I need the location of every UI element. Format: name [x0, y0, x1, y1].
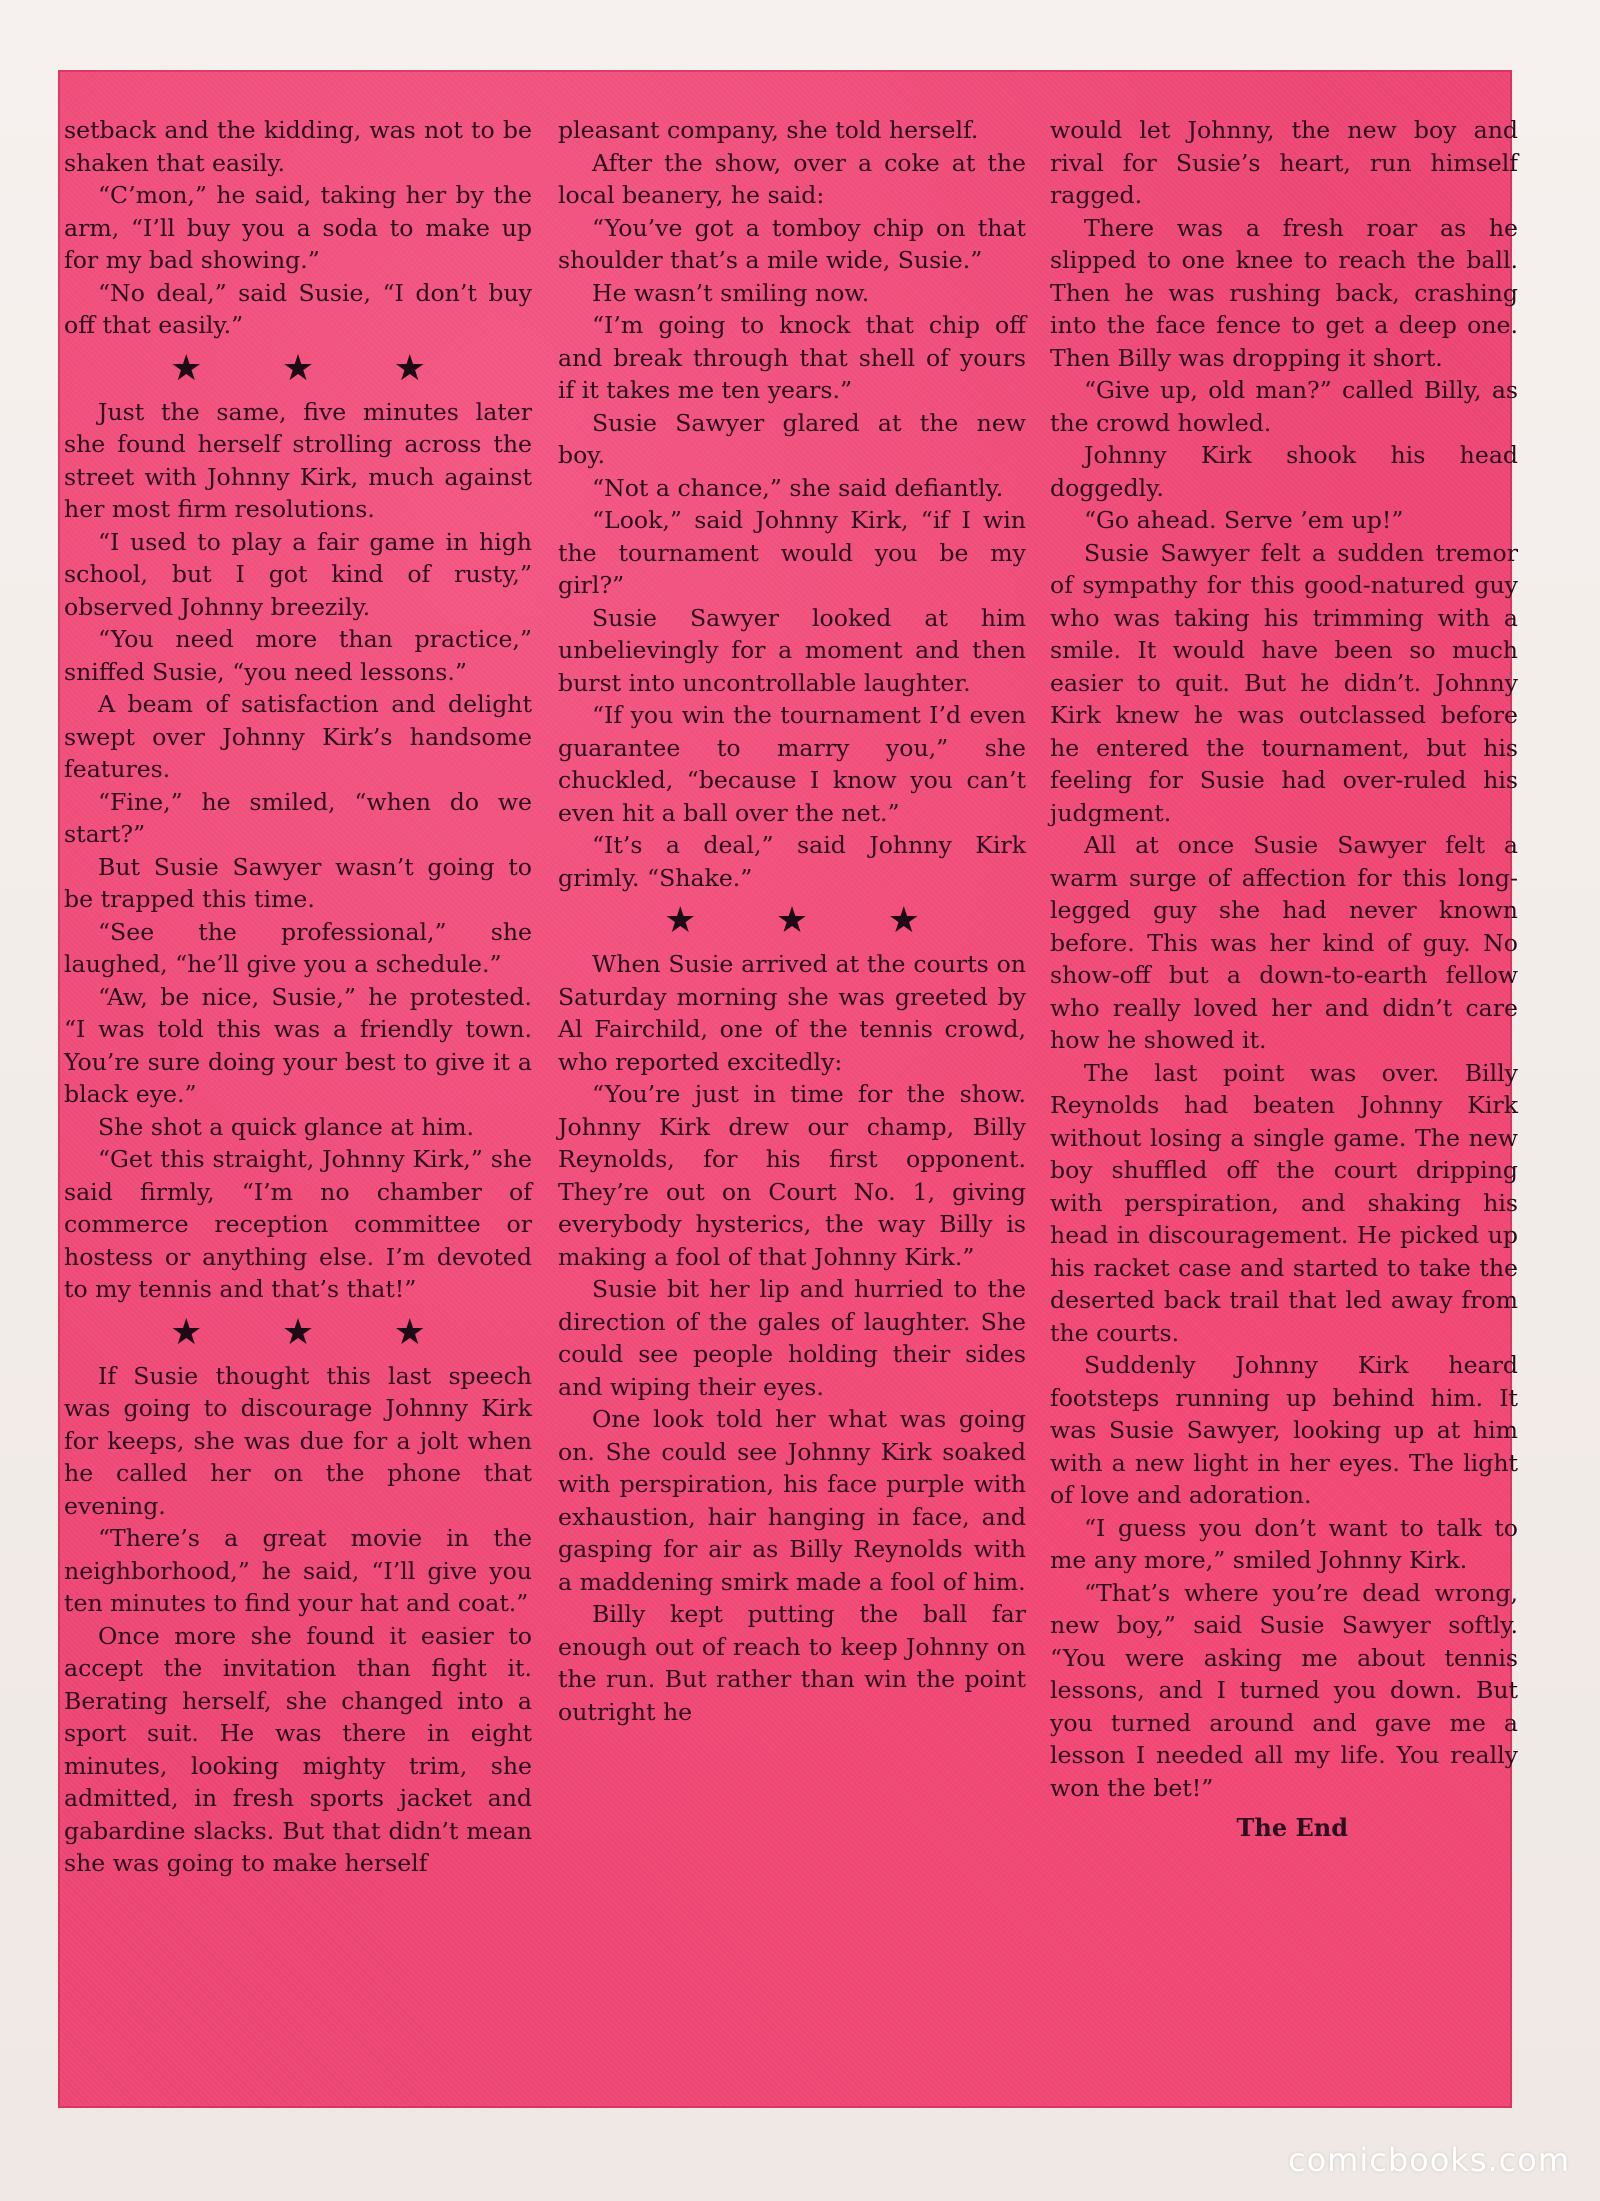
story-paragraph: Susie Sawyer glared at the new boy.: [558, 408, 1026, 469]
story-paragraph: Suddenly Johnny Kirk heard footsteps running up behind him. It was Susie Sawyer, looking up at him with a new light in her eyes. The light of love and adoration.: [1050, 1351, 1518, 1509]
story-paragraph: He wasn’t smiling now.: [592, 278, 870, 307]
story-paragraph: A beam of satisfaction and delight swept over Johnny Kirk’s handsome features.: [64, 690, 532, 783]
story-paragraph: “Not a chance,” she said defiantly.: [592, 473, 1004, 502]
story-paragraph: Susie Sawyer felt a sudden tremor of sympathy for this good-natured guy who was taking his trimming with a smile. It would have been so much easier to quit. But he didn’t. Johnny Kirk knew he was outclassed before he entered the tournament, but his feeling for Susie had over-ruled his judgment.: [1050, 538, 1518, 827]
story-paragraph: “You’ve got a tomboy chip on that shoulder that’s a mile wide, Susie.”: [558, 213, 1026, 274]
story-paragraph: “If you win the tournament I’d even guarantee to marry you,” she chuckled, “because I know you can’t even hit a ball over the net.”: [558, 701, 1026, 827]
story-paragraph: “Get this straight, Johnny Kirk,” she said firmly, “I’m no chamber of commerce reception committee or hostess or anything else. I’m devoted to my tennis and that’s that!”: [64, 1145, 532, 1303]
story-paragraph: She shot a quick glance at him.: [98, 1112, 474, 1141]
story-paragraph: After the show, over a coke at the local beanery, he said:: [558, 148, 1026, 209]
story-paragraph: Just the same, five minutes later she found herself strolling across the street with Johnny Kirk, much against her most firm resolutions.: [64, 397, 532, 523]
section-break-stars: ★ ★ ★: [170, 347, 460, 389]
story-paragraph: would let Johnny, the new boy and rival for Susie’s heart, run himself ragged.: [1050, 116, 1518, 209]
story-paragraph: “See the professional,” she laughed, “he’ll give you a schedule.”: [64, 917, 532, 978]
story-paragraph: “That’s where you’re dead wrong, new boy,” said Susie Sawyer softly. “You were asking me about tennis lessons, and I turned you down. But you turned around and gave me a lesson I needed all my life. You really won the bet!”: [1050, 1578, 1518, 1802]
story-paragraph: “I’m going to knock that chip off and break through that shell of yours if it takes me ten years.”: [558, 311, 1026, 404]
story-paragraph: All at once Susie Sawyer felt a warm surge of affection for this long-legged guy she had never known before. This was her kind of guy. No show-off but a down-to-earth fellow who really loved her and didn’t care how he showed it.: [1050, 831, 1518, 1054]
story-paragraph: “Give up, old man?” called Billy, as the crowd howled.: [1050, 376, 1518, 437]
story-paragraph: If Susie thought this last speech was going to discourage Johnny Kirk for keeps, she was due for a jolt when he called her on the phone that evening.: [64, 1361, 532, 1520]
story-paragraph: “Aw, be nice, Susie,” he protested. “I was told this was a friendly town. You’re sure doing your best to give it a black eye.”: [64, 982, 532, 1108]
story-paragraph: But Susie Sawyer wasn’t going to be trapped this time.: [64, 852, 532, 913]
story-paragraph: Johnny Kirk shook his head doggedly.: [1050, 441, 1518, 502]
story-paragraph: Billy kept putting the ball far enough out of reach to keep Johnny on the run. But rather than win the point outright he: [558, 1600, 1026, 1726]
story-paragraph: setback and the kidding, was not to be shaken that easily.: [64, 116, 532, 177]
story-paragraph: “There’s a great movie in the neighborhood,” he said, “I’ll give you ten minutes to find your hat and coat.”: [64, 1524, 532, 1617]
story-paragraph: “It’s a deal,” said Johnny Kirk grimly. “Shake.”: [558, 831, 1026, 892]
story-paragraph: pleasant company, she told herself.: [558, 116, 979, 144]
story-paragraph: “Fine,” he smiled, “when do we start?”: [64, 787, 532, 848]
story-paragraph: “Look,” said Johnny Kirk, “if I win the tournament would you be my girl?”: [558, 506, 1026, 599]
story-paragraph: When Susie arrived at the courts on Saturday morning she was greeted by Al Fairchild, one of the tennis crowd, who reported excitedly:: [558, 950, 1026, 1076]
story-paragraph: One look told her what was going on. She could see Johnny Kirk soaked with perspiration, his face purple with exhaustion, hair hanging in face, and gasping for air as Billy Reynolds with a maddening smirk made a fool of him.: [558, 1405, 1026, 1596]
site-watermark: comicbooks.com: [1287, 2141, 1570, 2179]
story-paragraph: “I guess you don’t want to talk to me any more,” smiled Johnny Kirk.: [1050, 1513, 1518, 1574]
story-paragraph: The last point was over. Billy Reynolds had beaten Johnny Kirk without losing a single game. The new boy shuffled off the court dripping with perspiration, and shaking his head in discouragement. He picked up his racket case and started to take the deserted back trail that led away from the courts.: [1050, 1058, 1518, 1347]
section-break-stars: ★ ★ ★: [664, 900, 954, 941]
story-column-3: [1050, 114, 1518, 1845]
story-paragraph: There was a fresh roar as he slipped to one knee to reach the ball. Then he was rushing back, crashing into the face fence to get a deep one. Then Billy was dropping it short.: [1050, 213, 1518, 372]
story-column-1: [64, 114, 532, 1880]
story-paragraph: “I used to play a fair game in high school, but I got kind of rusty,” observed Johnny breezily.: [64, 527, 532, 621]
story-paragraph: “C’mon,” he said, taking her by the arm, “I’ll buy you a soda to make up for my bad showing.”: [64, 181, 532, 274]
the-end-label: The End: [1236, 1813, 1348, 1842]
story-paragraph: Susie Sawyer looked at him unbelievingly for a moment and then burst into uncontrollable laughter.: [558, 603, 1026, 697]
story-text-panel: [58, 70, 1518, 2108]
story-paragraph: “No deal,” said Susie, “I don’t buy off that easily.”: [64, 278, 532, 339]
story-paragraph: “You need more than practice,” sniffed Susie, “you need lessons.”: [64, 625, 532, 686]
story-paragraph: Once more she found it easier to accept the invitation than fight it. Berating herself, she changed into a sport suit. He was there in eight minutes, looking mighty trim, she admitted, in fresh sports jacket and gabardine slacks. But that didn’t mean she was going to make herself: [64, 1621, 532, 1877]
section-break-stars: ★ ★ ★: [170, 1311, 460, 1353]
story-paragraph: “You’re just in time for the show. Johnny Kirk drew our champ, Billy Reynolds, for his first opponent. They’re out on Court No. 1, giving everybody hysterics, the way Billy is making a fool of that Johnny Kirk.”: [558, 1080, 1026, 1271]
story-paragraph: Susie bit her lip and hurried to the direction of the gales of laughter. She could see people holding their sides and wiping their eyes.: [558, 1275, 1026, 1401]
story-paragraph: “Go ahead. Serve ’em up!”: [1084, 506, 1404, 534]
story-column-2: [558, 114, 1026, 1728]
story-columns: [58, 114, 1518, 2108]
